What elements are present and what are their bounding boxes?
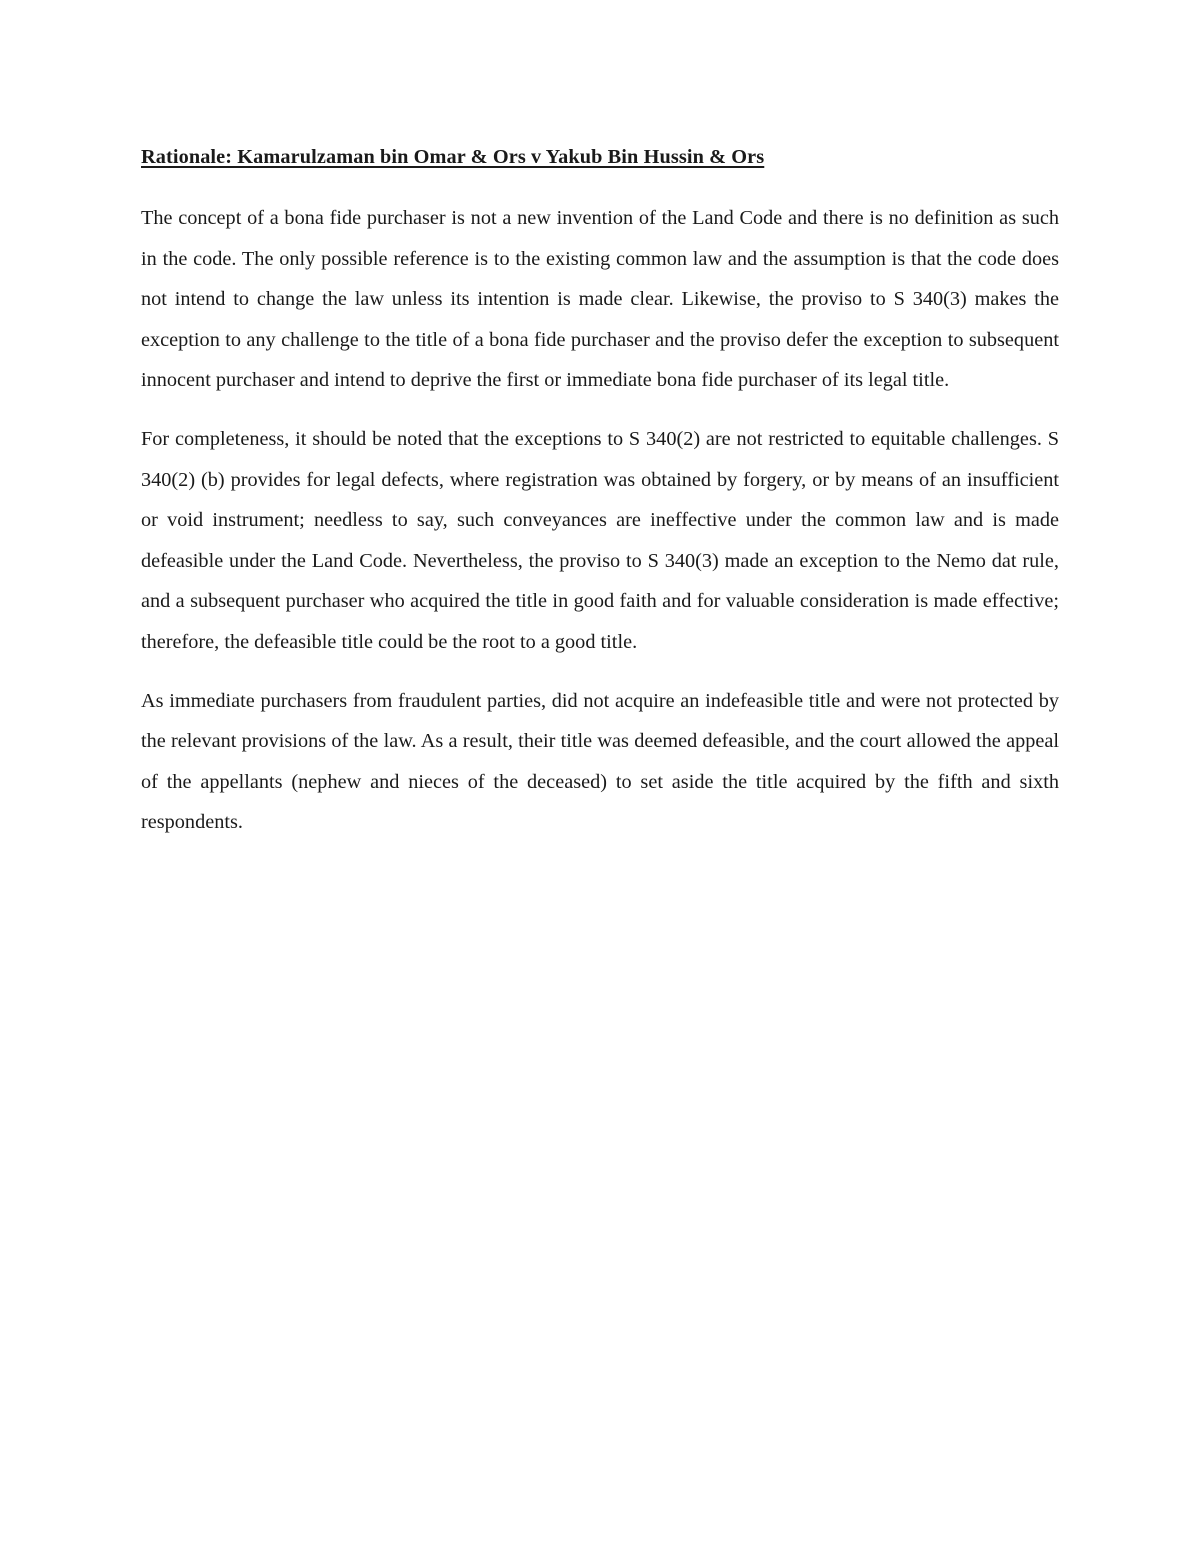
document-heading: Rationale: Kamarulzaman bin Omar & Ors v Yakub Bin Hussin & Ors — [141, 146, 765, 168]
paragraph-immediate-purchasers: As immediate purchasers from fraudulent parties, did not acquire an indefeasible title and were not protected by the relevant provisions of the law. As a result, their title was deemed defeasible, and the court allowed the appeal of the appellants (nephew and nieces of the deceased) to set aside the title acquired by the fifth and sixth respondents. — [141, 689, 1059, 834]
paragraph-bona-fide-purchaser: The concept of a bona fide purchaser is not a new invention of the Land Code and there is no definition as such in the code. The only possible reference is to the existing common law and the assumption is that the code does not intend to change the law unless its intention is made clear. Likewise, the proviso to S 340(3) makes the exception to any challenge to the title of a bona fide purchaser and the proviso defer the exception to subsequent innocent purchaser and intend to deprive the first or immediate bona fide purchaser of its legal title. — [141, 207, 1059, 392]
document-body — [141, 140, 1059, 861]
paragraph-completeness: For completeness, it should be noted that the exceptions to S 340(2) are not restricted to equitable challenges. S 340(2) (b) provides for legal defects, where registration was obtained by forgery, or by means of an insufficient or void instrument; needless to say, such conveyances are ineffective under the common law and is made defeasible under the Land Code. Nevertheless, the proviso to S 340(3) made an exception to the Nemo dat rule, and a subsequent purchaser who acquired the title in good faith and for valuable consideration is made effective; therefore, the defeasible title could be the root to a good title. — [141, 427, 1059, 653]
